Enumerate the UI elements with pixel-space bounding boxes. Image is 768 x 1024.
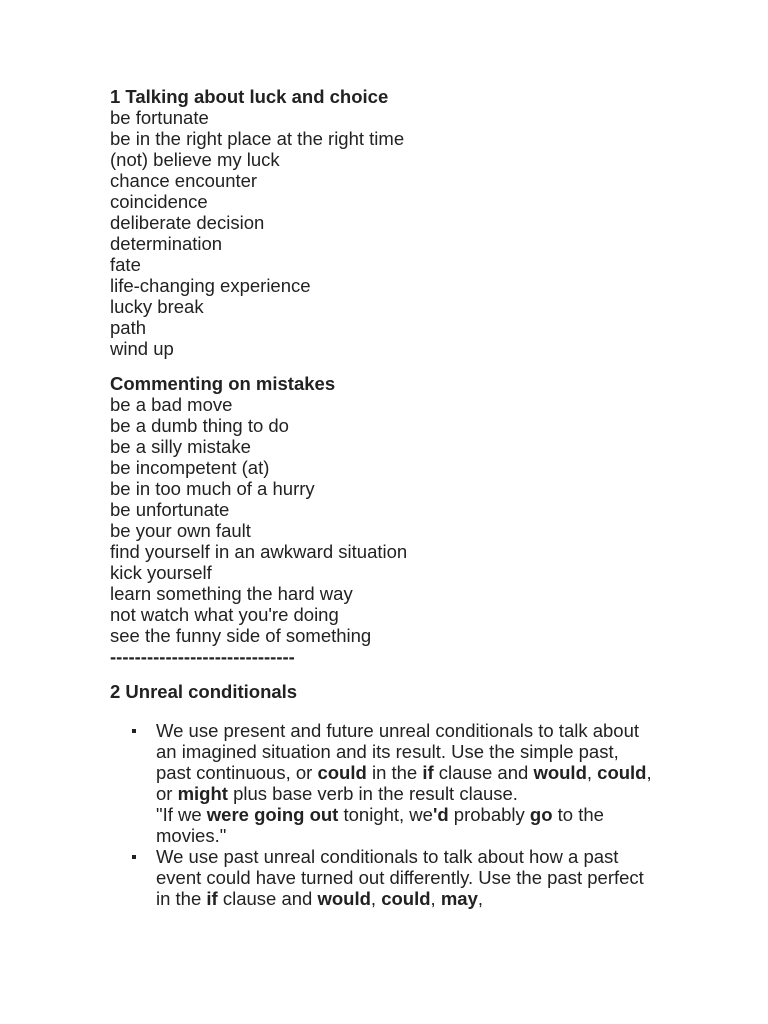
text-run: clause and: [217, 888, 318, 909]
list-item: be in too much of a hurry: [110, 478, 315, 499]
bold-term: go: [529, 804, 553, 825]
list-item: life-changing experience: [110, 275, 311, 296]
text-run: probably: [448, 804, 530, 825]
list-item: be unfortunate: [110, 499, 230, 520]
list-item: chance encounter: [110, 170, 258, 191]
bold-term: would: [533, 762, 587, 783]
text-run: ,: [430, 888, 441, 909]
bullet-text: [156, 720, 652, 804]
list-item: be fortunate: [110, 107, 209, 128]
bold-term: would: [317, 888, 371, 909]
text-run: to the movies.": [156, 804, 604, 846]
list-item: be incompetent (at): [110, 457, 270, 478]
list-item: be your own fault: [110, 520, 251, 541]
section1-title: 1 Talking about luck and choice: [110, 86, 389, 107]
separator-line: ------------------------------: [110, 646, 295, 667]
bullet-text: [156, 846, 644, 909]
list-item: lucky break: [110, 296, 204, 317]
text-run: , or: [156, 762, 652, 804]
list-item: determination: [110, 233, 223, 254]
text-run: tonight, we: [338, 804, 433, 825]
section1-list: [110, 107, 670, 359]
bold-term: were going out: [206, 804, 339, 825]
text-run: in the: [366, 762, 423, 783]
list-item: not watch what you're doing: [110, 604, 339, 625]
text-run: clause and: [433, 762, 534, 783]
list-item: coincidence: [110, 191, 208, 212]
list-item: kick yourself: [110, 562, 212, 583]
text-run: ,: [370, 888, 382, 909]
list-item: be a silly mistake: [110, 436, 251, 457]
mistakes-list: [110, 394, 670, 646]
bold-term: may: [440, 888, 478, 909]
list-item: deliberate decision: [110, 212, 265, 233]
bold-term: could: [597, 762, 647, 783]
bold-term: 'd: [432, 804, 449, 825]
bullet-point: [110, 720, 656, 846]
list-item: (not) believe my luck: [110, 149, 280, 170]
section2-title: 2 Unreal conditionals: [110, 681, 298, 702]
text-run: ,: [477, 888, 483, 909]
bullet-example: [156, 804, 604, 846]
bold-term: if: [206, 888, 218, 909]
text-run: We use past unreal conditionals to talk about how a past event could have turned out differently. Use the past perfect in the: [156, 846, 644, 909]
bold-term: could: [381, 888, 431, 909]
list-item: learn something the hard way: [110, 583, 353, 604]
list-item: be a dumb thing to do: [110, 415, 289, 436]
text-run: plus base verb in the result clause.: [227, 783, 518, 804]
bold-term: if: [422, 762, 434, 783]
conditionals-bullet-list: [110, 720, 670, 909]
document-page: [110, 86, 670, 909]
list-item: fate: [110, 254, 141, 275]
bullet-point: [110, 846, 656, 909]
text-run: We use present and future unreal conditionals to talk about an imagined situation and its result. Use the simple past, past continuous, or: [156, 720, 640, 783]
bold-term: might: [177, 783, 228, 804]
bullet-square-icon: [132, 855, 136, 859]
text-run: ,: [586, 762, 598, 783]
text-run: "If we: [156, 804, 207, 825]
list-item: be a bad move: [110, 394, 233, 415]
list-item: path: [110, 317, 147, 338]
bold-term: could: [317, 762, 367, 783]
bullet-square-icon: [132, 729, 136, 733]
list-item: wind up: [110, 338, 174, 359]
list-item: find yourself in an awkward situation: [110, 541, 408, 562]
mistakes-title: Commenting on mistakes: [110, 373, 336, 394]
list-item: see the funny side of something: [110, 625, 372, 646]
list-item: be in the right place at the right time: [110, 128, 405, 149]
